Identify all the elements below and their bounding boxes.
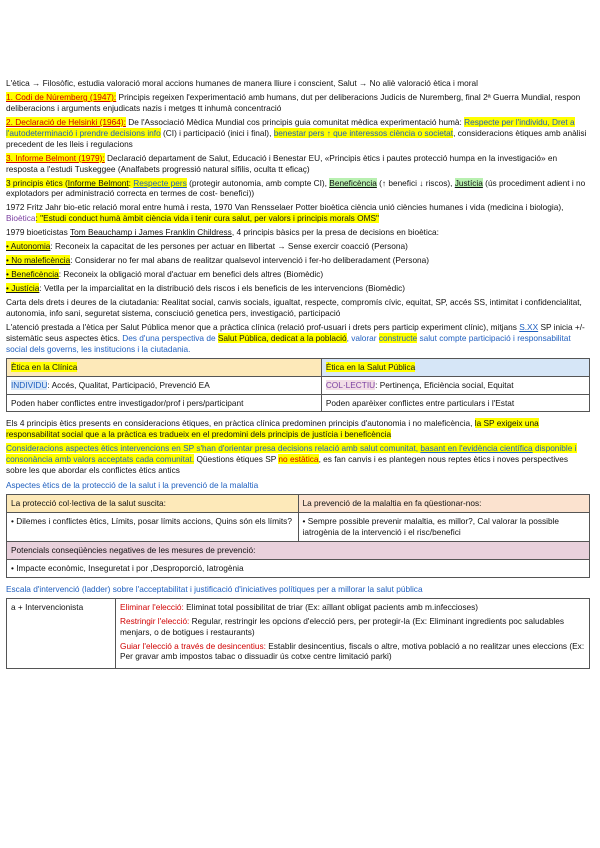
- list-item: [6, 241, 590, 252]
- table-cell: Poden aparèixer conflictes entre particulars i l'Estat: [321, 394, 589, 412]
- ladder-item-head: Guiar l'elecció a través de desincentius:: [120, 640, 266, 651]
- collective-desc: : Pertinença, Eficiència social, Equitat: [375, 379, 514, 390]
- ph-text-1: L'atenció prestada a l'ètica per Salut Pública menor que a pràctica clínica (relació prof-usuari i drets pers particip experiment clínic), mitjans: [6, 321, 520, 332]
- list-item: [6, 255, 590, 266]
- ph-text-2: SP inicia +/- sistemàtic seus aspectes ètics.: [6, 321, 585, 343]
- helsinki-text-3: , consideracions ètiques amb anàlisi precedent de les lleis i regulacions: [6, 127, 587, 149]
- principle-beneficence: Beneficència: [329, 177, 377, 188]
- table-header-consequences: Potencials conseqüències negatives de les mesures de prevenció:: [7, 541, 590, 559]
- table-header-protection: La protecció col·lectiva de la salut suscita:: [7, 495, 299, 513]
- bioethics-text: 1972 Fritz Jahr bio-etic relació moral entre humà i resta, 1970 Van Rensselaer Potter bioètica ciència unió ciències humanes i vida (medicina i biologia),: [6, 202, 564, 213]
- list-item: [120, 616, 585, 638]
- principle-term: • Autonomia: [6, 241, 51, 252]
- considerations-evidence: basant en l'evidència científica: [420, 443, 533, 454]
- belmont-heading: 3. Informe Belmont (1979):: [6, 152, 105, 163]
- list-item: [120, 602, 585, 613]
- ph-blue-2: , valorar: [346, 332, 379, 343]
- helsinki-heading: 2. Declaració de Helsinki (1964):: [6, 116, 126, 127]
- belmont-paragraph: [6, 153, 590, 175]
- beauchamp-names: Tom Beauchamp i James Franklin Childress: [69, 227, 232, 238]
- nuremberg-paragraph: [6, 92, 590, 114]
- table-cell: • Sempre possible prevenir malaltia, es millor?, Cal valorar la possible iatrogènia de la intervenció i el risc/benefici: [298, 513, 590, 542]
- ph-highlight: Salut Pública, dedicat a la població: [217, 332, 347, 343]
- individual-key: INDIVIDU: [11, 379, 48, 390]
- helsinki-text-1: De l'Associació Mèdica Mundial cos principis guia comunitat mèdica experimentació humà:: [125, 116, 465, 127]
- ladder-level-label: a + Intervencionista: [7, 598, 116, 669]
- table-cell: • Impacte econòmic, Inseguretat i por ,Desproporció, Iatrogènia: [7, 559, 590, 577]
- principle-term: • Beneficència: [6, 269, 59, 280]
- principle-desc: : Reconeix la capacitat de les persones per actuar en llibertat → Sense exercir coacció (Persona): [50, 241, 408, 252]
- principle-justice-desc: (ús procediment adient i no explotadors per administració correcta en termes de cost- benefici)): [6, 177, 586, 199]
- intervention-ladder-table: [6, 598, 590, 670]
- principle-justice: Justícia: [454, 177, 483, 188]
- intro-text: L'ètica → Filosòfic, estudia valoració moral accions humanes de manera lliure i conscient, Salut → No aliè valoració ètica i moral: [6, 78, 478, 88]
- ph-construct: constructe: [378, 332, 418, 343]
- table-cell: [321, 376, 589, 394]
- principle-desc: : Reconeix la obligació moral d'actuar em benefici dels altres (Biomèdic): [58, 269, 324, 280]
- table-header-prevention: La prevenció de la malaltia en fa qüestionar-nos:: [298, 495, 590, 513]
- table-header-public-health: [321, 358, 589, 376]
- principle-desc: : Considerar no fer mal abans de realitzar qualsevol intervenció i fer-ho deliberadament (Persona): [70, 255, 430, 266]
- list-item: [6, 283, 590, 294]
- ph-blue-3: salut compte participació i responsabilitat social dels governs, les institucions i la ciutadania.: [6, 332, 571, 354]
- considerations-not-static: no estàtica: [278, 454, 319, 465]
- bioethics-paragraph: [6, 202, 590, 224]
- practice-highlight: la SP exigeix una responsabilitat social que a la pràctica es tradueix en el predomini dels principis de justícia i beneficència: [6, 418, 539, 440]
- practice-text: Els 4 principis ètics presents en consideracions ètiques, en pràctica clínica predominen principis d'autonomia i no maleficència,: [6, 418, 475, 429]
- ladder-item-text: Establir desincentius, fiscals o altre, motiva població a no realitzar unes eleccions (Ex: Per gravar amb impostos tabac o dissuadir ús cotxe centre limitació parki): [120, 640, 585, 662]
- principle-term: • No maleficència: [6, 255, 71, 266]
- principles-in-practice-paragraph: [6, 418, 590, 440]
- helsinki-highlight-1: Respecte per l'individu, Dret a l'autodeterminació i prendre decisions info: [6, 116, 575, 138]
- belmont-reference: Informe Belmont: [67, 177, 129, 188]
- bioethics-definition: : "Estudi conduct humà àmbit ciència vida i tenir cura salut, per valors i principis morals OMS": [35, 213, 379, 224]
- helsinki-paragraph: [6, 117, 590, 150]
- section-heading-protection: Aspectes ètics de la protecció de la salut i la prevenció de la malaltia: [6, 480, 259, 491]
- table-cell: Poden haber conflictes entre investigador/prof i pers/participant: [7, 394, 322, 412]
- belmont-text: Declaració departament de Salut, Educació i Benestar EU, «Principis ètics i pautes protecció humpa en la investigació» en resposta a l'estudi Tuskeggee (Analfabets progressió natural sífilis, oculta tt eficaç): [6, 152, 558, 174]
- protection-prevention-table: [6, 494, 590, 578]
- considerations-text-1: Qüestions ètiques SP: [194, 454, 279, 465]
- ladder-item-head: Restringir l'elecció:: [120, 615, 190, 626]
- list-item: [6, 269, 590, 280]
- helsinki-text-2: (CI) i participació (inici i final),: [160, 127, 274, 138]
- beauchamp-text: , 4 principis bàsics per la presa de decisions en bioètica:: [231, 227, 439, 238]
- three-principles-paragraph: [6, 178, 590, 200]
- ladder-item-text: Regular, restringir les opcions d'elecció pers, per protegir-la (Ex: Eliminant ingredients poc saludables menjars, o de botigues i restaurants): [120, 615, 565, 637]
- principle-respect: Respecte pers: [133, 177, 187, 188]
- considerations-text-2: , es fan canvis i es plantegen nous reptes ètics i noves perspectives sobre les que abordar els conflictes ètics antics: [6, 454, 569, 476]
- ladder-items-cell: [116, 598, 590, 669]
- considerations-paragraph: [6, 443, 590, 476]
- bioethics-term: Bioètica: [6, 213, 36, 224]
- ph-blue-1: Des d'una perspectiva de: [122, 332, 218, 343]
- beauchamp-paragraph: [6, 227, 590, 238]
- list-item: [120, 641, 585, 663]
- section-heading-ladder: Escala d'intervenció (ladder) sobre l'acceptabilitat i justificació d'iniciatives polítiques per a millorar la salut pública: [6, 583, 423, 594]
- nuremberg-text: Principis regeixen l'experimentació amb humans, dut per deliberacions Judicis de Nuremberg, final 2ª Guerra Mundial, respon deliberacions i arguments enjudicats nazis i metges tt inhumà concentració: [6, 91, 581, 113]
- principles-list: [6, 241, 590, 294]
- document-page: [6, 78, 590, 675]
- charter-paragraph: Carta dels drets i deures de la ciutadania: Realitat social, canvis socials, igualtat, respecte, compromís cívic, equitat, SP, accés SS, intimitat i confidencialitat, autonomia, info sani, seguretat sistema, consciució genetica pers, investigació, participació: [6, 296, 582, 318]
- ph-century: S.XX: [519, 321, 539, 332]
- table-header-clinic: [7, 358, 322, 376]
- principle-beneficence-desc: (↑ benefici ↓ riscos),: [376, 177, 455, 188]
- header-label: Ètica en la Salut Pública: [325, 361, 416, 372]
- table-cell: [7, 376, 322, 394]
- considerations-highlight-2: disponible i consonància amb valors acceptats cada comunitat.: [6, 443, 577, 465]
- ladder-item-text: Eliminat total possibilitat de triar (Ex: aïllant obligat pacients amb m.infeccioses): [183, 601, 479, 612]
- beauchamp-lead: 1979 bioeticistas: [6, 227, 70, 238]
- nuremberg-heading: 1. Codi de Núremberg (1947):: [6, 91, 117, 102]
- table-cell: • Dilemes i conflictes ètics, Límits, posar límits accions, Quins són els límits?: [7, 513, 299, 542]
- individual-desc: : Accés, Qualitat, Participació, Prevenció EA: [47, 379, 210, 390]
- principle-desc: : Vetlla per la imparcialitat en la distribució dels riscos i els beneficis de les intervencions (Biomèdic): [39, 283, 406, 293]
- colon: :: [128, 177, 134, 188]
- clinic-vs-public-health-table: [6, 358, 590, 413]
- three-principles-lead: 3 principis ètics (: [6, 177, 68, 188]
- collective-key: COL·LECTIU: [325, 379, 376, 390]
- principle-term: • Justícia: [6, 283, 40, 293]
- ladder-item-head: Eliminar l'elecció:: [120, 601, 184, 612]
- public-health-paragraph: [6, 322, 590, 355]
- header-label: Ètica en la Clínica: [11, 361, 78, 372]
- considerations-highlight-1: Consideracions aspectes ètics intervencions en SP s'han d'orientar presa decisions relació amb salut comunitat,: [6, 443, 421, 454]
- principle-respect-desc: (protegir autonomia, amb compte CI),: [186, 177, 330, 188]
- helsinki-highlight-2: benestar pers ↑ que interessos ciència o societat: [273, 127, 454, 138]
